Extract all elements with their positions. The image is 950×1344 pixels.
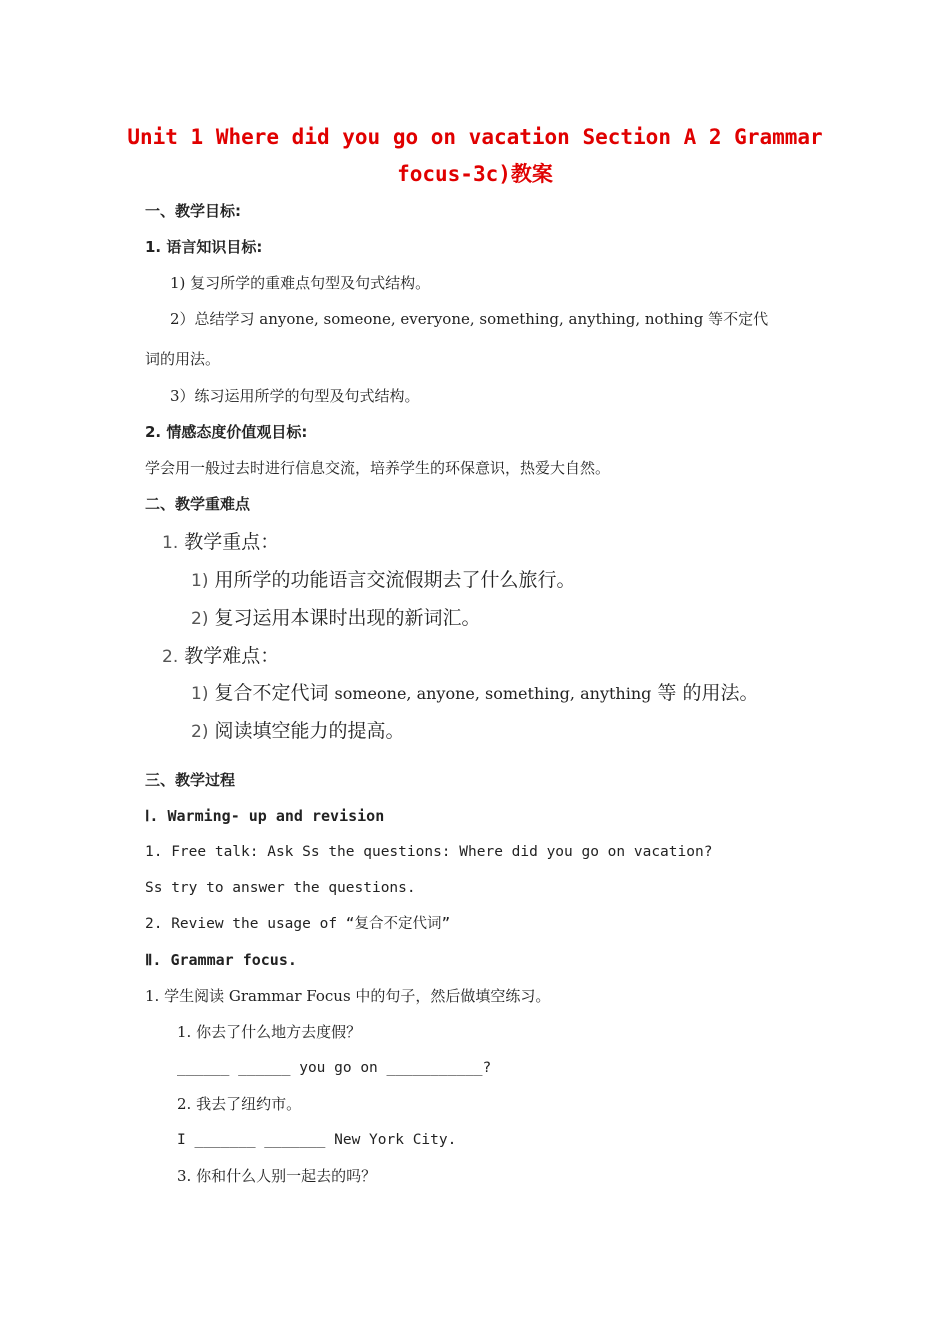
exercise-answer1: ______ ______ you go on ___________? [177,1060,492,1076]
section1-item3: 3）练习运用所学的句型及句式结构。 [170,387,420,405]
section3-heading: 三、教学过程 [145,771,236,789]
step2-heading: Ⅱ. Grammar focus. [145,951,297,969]
exercise-question3: 3. 你和什么人别一起去的吗？ [177,1167,377,1185]
step1-heading: Ⅰ. Warming- up and revision [145,807,385,825]
section1-sub2: 2. 情感态度价值观目标: [145,423,308,441]
focus-point-item1 [191,566,575,595]
focus-point-label: 教学重点： [184,531,280,553]
section1-item2-cont: 词的用法。 [145,350,221,368]
section1-sub1: 1. 语言知识目标: [145,238,263,256]
step2-line1: 1. 学生阅读 Grammar Focus 中的句子，然后做填空练习。 [145,987,551,1005]
document-title-line2: focus-3c)教案 [397,162,553,186]
focus-point-heading [162,528,279,557]
difficult-point-label: 教学难点： [184,645,280,667]
focus-item1-number: 1) [191,571,209,591]
focus-item1-text: 用所学的功能语言交流假期去了什么旅行。 [214,569,576,591]
focus-point-item2 [191,604,480,633]
section1-text2: 学会用一般过去时进行信息交流，培养学生的环保意识，热爱大自然。 [145,459,611,477]
difficult-item2-text: 阅读填空能力的提高。 [214,720,405,742]
section1-item1: 1) 复习所学的重难点句型及句式结构。 [170,274,431,292]
difficult-item1-english: someone, anyone, something, anything [334,684,652,703]
difficult-item1-text-a: 复合不定代词 [214,682,329,704]
step1-line3: 2. Review the usage of “复合不定代词” [145,916,451,932]
difficult-point-heading [162,642,279,671]
exercise-answer2: I _______ _______ New York City. [177,1132,457,1148]
difficult-point-number: 2. [162,647,179,667]
focus-point-number: 1. [162,533,179,553]
exercise-question1: 1. 你去了什么地方去度假？ [177,1023,362,1041]
section1-item2: 2）总结学习 anyone, someone, everyone, something, anything, nothing 等不定代 [170,310,769,328]
section1-heading: 一、教学目标: [145,202,241,220]
focus-item2-text: 复习运用本课时出现的新词汇。 [214,607,481,629]
difficult-point-item1 [191,679,758,708]
difficult-item2-number: 2) [191,722,209,742]
exercise-question2: 2. 我去了纽约市。 [177,1095,302,1113]
step1-line2: Ss try to answer the questions. [145,880,416,896]
section2-heading: 二、教学重难点 [145,495,251,513]
difficult-item1-text-b: 等 的用法。 [657,682,759,704]
difficult-point-item2 [191,717,404,746]
step1-line1: 1. Free talk: Ask Ss the questions: Where did you go on vacation? [145,844,713,860]
document-title-line1: Unit 1 Where did you go on vacation Section A 2 Grammar [127,125,823,149]
focus-item2-number: 2) [191,609,209,629]
difficult-item1-number: 1) [191,684,209,704]
